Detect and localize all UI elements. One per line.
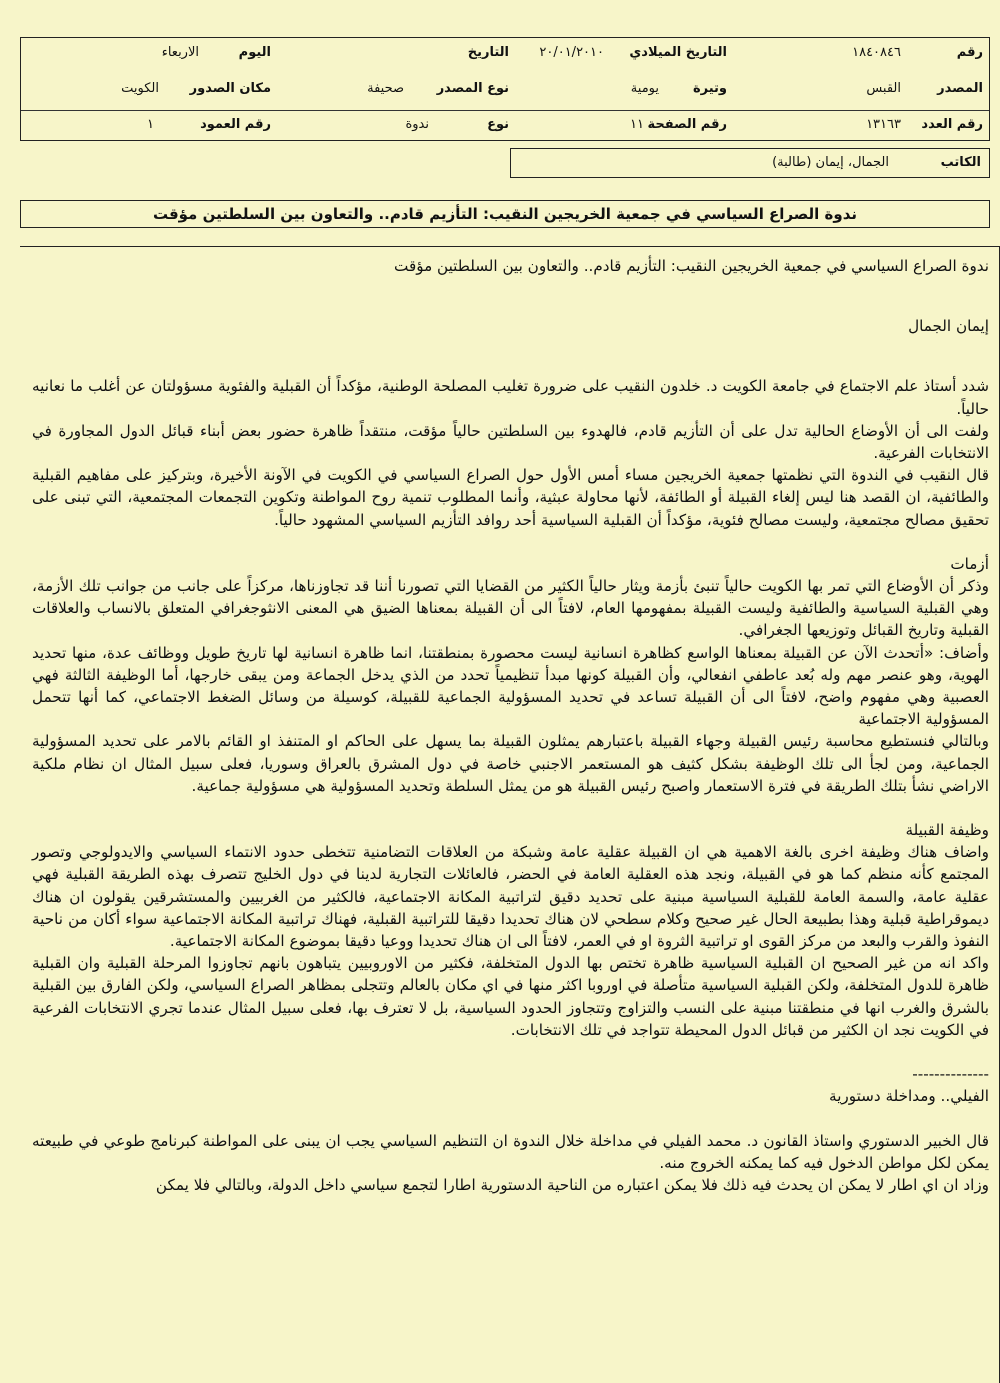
- paragraph: شدد أستاذ علم الاجتماع في جامعة الكويت د. خلدون النقيب على ضرورة تغليب المصلحة الوطنية، مؤكداً أن القبلية والفئوية مسؤولتان عن أغلب ما نعانيه حالياً.: [32, 377, 989, 418]
- hijri-date-label: التاريخ: [467, 45, 509, 60]
- column-value: ١: [147, 117, 154, 132]
- source-type-value: صحيفة: [367, 81, 404, 96]
- article-box: [20, 246, 1000, 1383]
- greg-date-label: التاريخ الميلادي: [629, 45, 727, 60]
- section-heading: وظيفة القبيلة: [905, 821, 989, 840]
- metadata-box: [20, 37, 990, 141]
- headline: ندوة الصراع السياسي في جمعية الخريجين النقيب: التأزيم قادم.. والتعاون بين السلطتين مؤقت: [152, 205, 858, 223]
- article-title: ندوة الصراع السياسي في جمعية الخريجين النقيب: التأزيم قادم.. والتعاون بين السلطتين مؤقت: [394, 257, 989, 275]
- greg-date-value: ٢٠/٠١/٢٠١٠: [539, 45, 604, 60]
- paragraph: وبالتالي فنستطيع محاسبة رئيس القبيلة وجهاء القبيلة باعتبارهم يمثلون القبيلة بما يسهل على الحاكم او المتنفذ او القائم بالامر على تحديد المسؤولية الجماعية، ومن لجأ الى تلك الوظيفة بشكل كثيف هو المستعمر الاجنبي خاصة في دول المشرق بالعراق وسوريا، فعلى سبيل المثال ان نظام ملكية الاراضي نشأ بتلك الطريقة في فترة الاستعمار واصبح رئيس القبيلة هو من يمثل السلطة وتحديد المسؤولية هي مسؤولية جماعية.: [32, 732, 989, 795]
- type-label: نوع: [487, 117, 509, 132]
- article-body: [32, 255, 989, 1196]
- source-type-label: نوع المصدر: [436, 81, 509, 96]
- place-value: الكويت: [121, 81, 159, 96]
- paragraph: ولفت الى أن الأوضاع الحالية تدل على أن التأزيم قادم، فالهدوء بين السلطتين حالياً مؤقت، منتقداً ظاهرة حضور بعض أبناء قبائل الدول المجاورة في الانتخابات الفرعية.: [32, 421, 989, 463]
- divider: --------------: [912, 1065, 989, 1084]
- frequency-value: يومية: [630, 81, 659, 96]
- ref-value: ١٨٤٠٨٤٦: [852, 45, 901, 60]
- headline-box: [20, 200, 990, 228]
- issue-label: رقم العدد: [921, 117, 983, 132]
- ref-label: رقم: [956, 45, 983, 60]
- paragraph: واضاف هناك وظيفة اخرى بالغة الاهمية هي ان القبيلة عقلية عامة وشبكة من العلاقات التضامنية تتخطى حدود الانتماء السياسي والايدولوجي وتصور المجتمع كأنه منظم كما هو في القبيلة، ونجد هذه العقلية العامة في الحضر، فالعائلات التجارية لدينا في دول الخليج تتصرف بهذه الطريقة القبلية فهي عقلية عامة، والسمة العامة للقبلية السياسية مبنية على تحديد دقيق لتراتبية المكانة الاجتماعية، فالكثير من الغربيين والمستشرقين يقولون ان هناك ديموقراطية قبلية وهذا بطبيعة الحال غير صحيح وكلام سطحي لان هناك تحديدا دقيقا للتراتبية القبلية، فهناك تراتبية المكانة الاجتماعية سواء أكان من ناحية النفوذ والقرب والبعد من مركز القوى او تراتبية الثروة او في العمر، لافتاً الى ان هناك تحديدا ووعيا دقيقا بموضوع المكانة الاجتماعية.: [32, 843, 989, 951]
- author-value: الجمال، إيمان (طالبة): [772, 155, 889, 170]
- author-label: الكاتب: [940, 155, 981, 170]
- paragraph: وذكر أن الأوضاع التي تمر بها الكويت حالياً تنبئ بأزمة ويثار حالياً الكثير من القضايا التي تصورنا أننا قد تجاوزناها، مركزاً على جانب من جوانب تلك الأزمة، وهي القبلية السياسية والطائفية وليست القبيلة بمفهومها العام، لافتاً الى أن القبيلة بمعناها الضيق هي المعنى الانثوجغرافي المتعلق بالانساب والعلاقات القبلية وتاريخ القبائل وتوزيعها الجغرافي.: [32, 577, 989, 640]
- section-heading: الفيلي.. ومداخلة دستورية: [829, 1087, 989, 1106]
- source-value: القبس: [866, 81, 901, 96]
- type-value: ندوة: [405, 117, 429, 132]
- page-value: ١١: [630, 117, 644, 132]
- paragraph: قال الخبير الدستوري واستاذ القانون د. محمد الفيلي في مداخلة خلال الندوة ان التنظيم السياسي يجب ان يبنى على المواطنة كبرنامج طوعي في طبيعته يمكن لكل مواطن الدخول فيه كما يمكنه الخروج منه.: [32, 1131, 989, 1172]
- source-label: المصدر: [937, 81, 983, 96]
- day-value: الاربعاء: [161, 45, 199, 60]
- paragraph: وزاد ان اي اطار لا يمكن ان يحدث فيه ذلك فلا يمكن اعتباره من الناحية الدستورية اطارا لتجمع سياسي داخل الدولة، وبالتالي فلا يمكن: [155, 1175, 989, 1194]
- meta-row-2: [21, 74, 989, 108]
- article-byline: إيمان الجمال: [908, 317, 989, 336]
- frequency-label: وتيرة: [692, 81, 727, 96]
- issue-value: ١٣١٦٣: [866, 117, 901, 132]
- column-label: رقم العمود: [200, 117, 271, 132]
- page-label: رقم الصفحة: [647, 117, 727, 132]
- paragraph: واكد انه من غير الصحيح ان القبلية السياسية ظاهرة تختص بها الدول المتخلفة، فكثير من الاوروبيين يتباهون بانهم تجاوزوا المرحلة القبلية وان القبلية ظاهرة للدول المتخلفة، ولكن القبلية السياسية متأصلة في اوروبا اكثر منها في اي مكان بالعالم وتتجلى بمظاهر الصراع السياسي، ولكن الفارق بين القبلية بالشرق والغرب انها في منطقتنا مبنية على النسب والتزاوج وتتجاوز الحدود السياسية، بل لا تعترف بها، فعلى سبيل المثال عندما تجري الانتخابات الفرعية في الكويت نجد ان الكثير من قبائل الدول المحيطة تتواجد في تلك الانتخابات.: [32, 954, 989, 1039]
- day-label: اليوم: [238, 45, 271, 60]
- meta-row-1: [21, 38, 989, 72]
- paragraph: وأضاف: «أتحدث الآن عن القبيلة بمعناها الواسع كظاهرة انسانية ليست محصورة بمنطقتنا، انما ظاهرة انسانية لها تاريخ طويل ووظائف عدة، منها تحديد الهوية، وهو عنصر مهم وله بُعد عاطفي انفعالي، وأن القبيلة كونها مبدأ تنظيمياً تحدد من الذي يدخل الجماعة ومن يبقى خارجها، أما الوظيفة الثالثة فهي العصبية وهي مفهوم واضح، لافتاً الى أن القبيلة تساعد في تحديد المسؤولية الجماعية للقبيلة، كوسيلة من وسائل الضغط الاجتماعي، كما أنها تتحمل المسؤولية الاجتماعية: [32, 643, 989, 729]
- paragraph: قال النقيب في الندوة التي نظمتها جمعية الخريجين مساء أمس الأول حول الصراع السياسي في الكويت في الآونة الأخيرة، وبتركيز على مفاهيم القبلية والطائفية، ان القصد هنا ليس إلغاء القبيلة أو الطائفة، لأنها محاولة عبثية، وأنما المطلوب تنمية روح المواطنة وتكوين التجمعات المجتمعية، التي تبنى على تحقيق مصالح مجتمعية، وليست مصالح فئوية، مؤكداً أن القبلية السياسية أحد روافد التأزيم السياسي المشهود حالياً.: [32, 466, 989, 529]
- section-heading: أزمات: [950, 554, 989, 573]
- author-box: [510, 148, 990, 178]
- place-label: مكان الصدور: [189, 81, 271, 96]
- meta-row-3: [21, 110, 989, 144]
